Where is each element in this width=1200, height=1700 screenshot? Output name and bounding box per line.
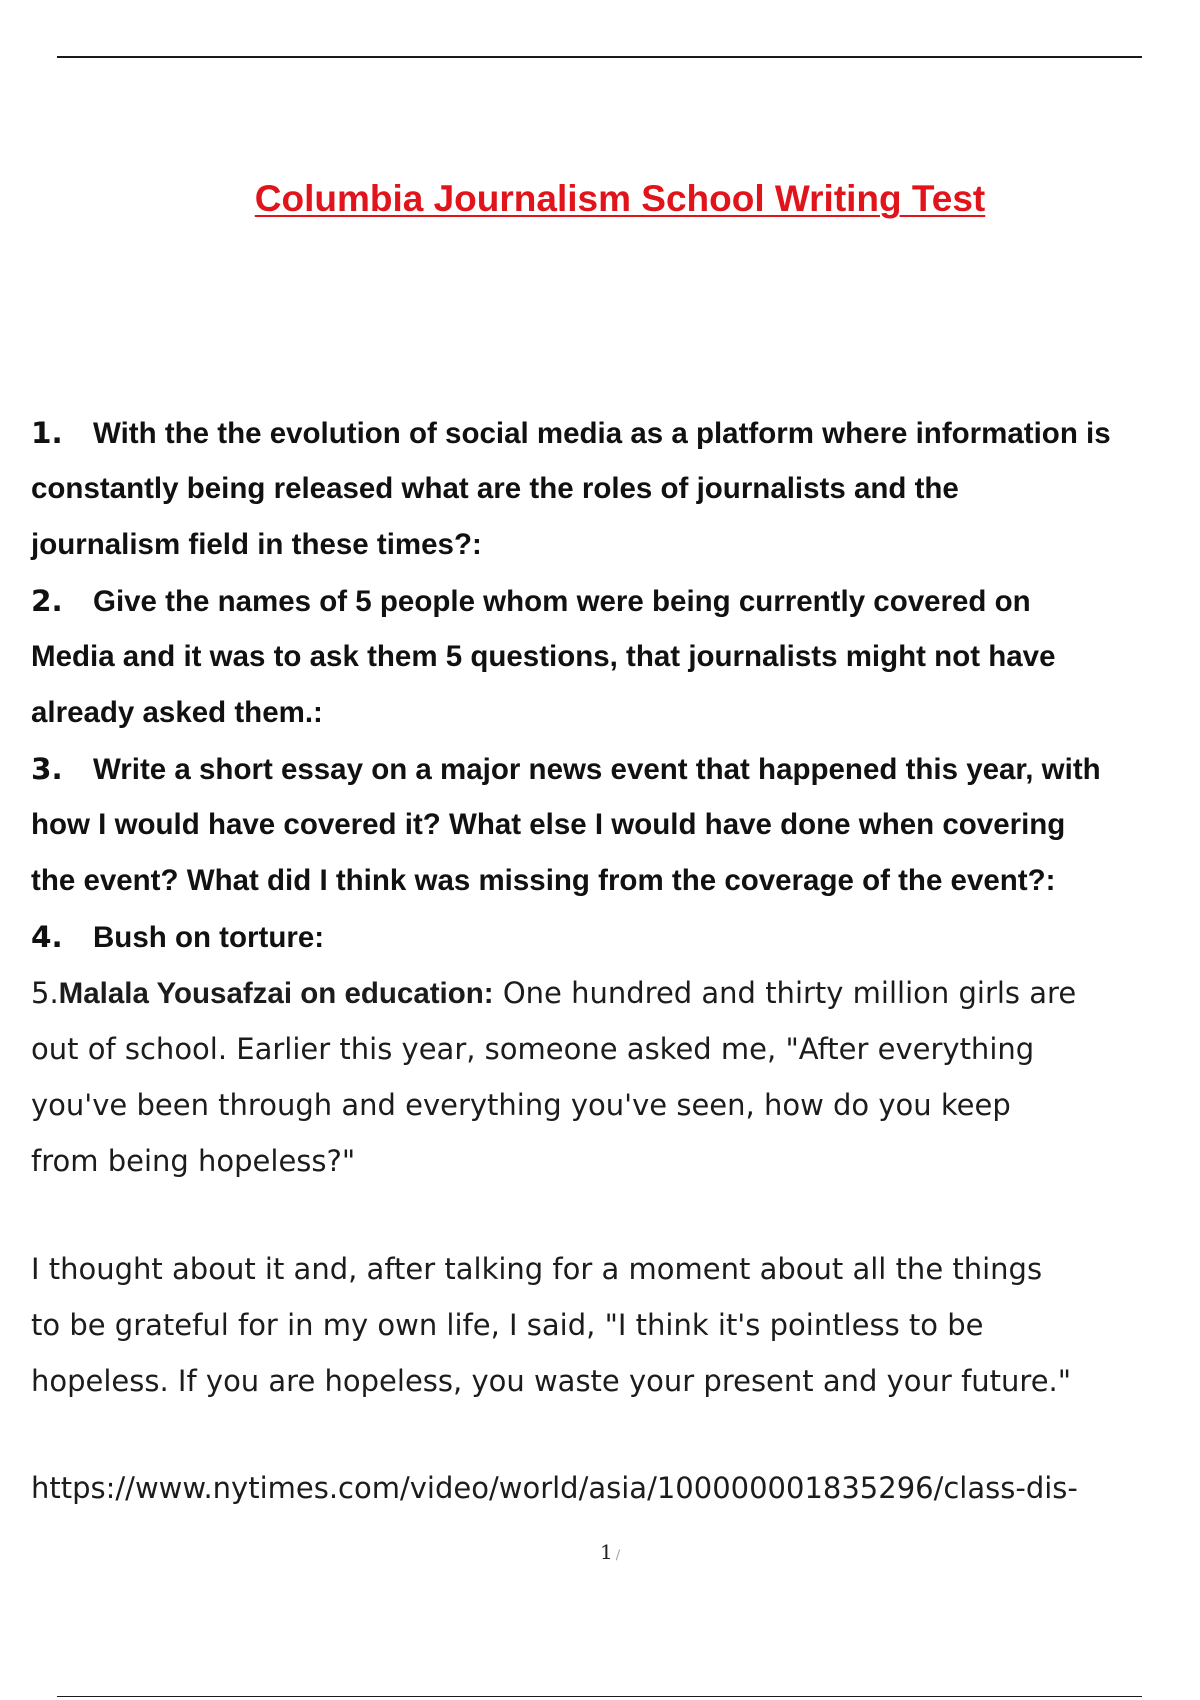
question-1-line-3: journalism field in these times?: [31,528,482,561]
document-title: Columbia Journalism School Writing Test [254,178,986,219]
question-4-line-1: 4. Bush on torture: [31,909,1200,965]
question-3-line-2: how I would have covered it? What else I would have done when covering [31,808,1066,841]
source-url: https://www.nytimes.com/video/world/asia/100000001835296/class-dis- [31,1471,1078,1505]
paragraph-2-line-1: I thought about it and, after talking for a moment about all the things [31,1252,1043,1286]
paragraph-spacer [31,1409,1200,1460]
top-rule [57,56,1142,58]
item-5-line-2: out of school. Earlier this year, someone asked me, "After everything [31,1032,1035,1066]
item-5-line-4: from being hopeless?" [31,1144,356,1178]
question-1-line-1: 1. With the the evolution of social media as a platform where information is [31,405,1200,461]
question-2-line-3: already asked them.: [31,696,323,729]
question-number: 1. [31,416,63,450]
item-5-heading: Malala Yousafzai on education: [58,977,494,1010]
document-body [31,405,1200,1516]
question-number: 2. [31,584,63,618]
bottom-rule [57,1696,1142,1697]
question-1-line-2: constantly being released what are the roles of journalists and the [31,472,959,505]
question-3-line-3: the event? What did I think was missing from the coverage of the event?: [31,864,1056,897]
paragraph-2-line-2: to be grateful for in my own life, I said, "I think it's pointless to be [31,1308,984,1342]
item-5-line-1: 5.Malala Yousafzai on education: One hundred and thirty million girls are [31,976,1077,1010]
question-3-line-1: 3. Write a short essay on a major news event that happened this year, with [31,741,1200,797]
item-5-number: 5. [31,976,59,1010]
page-number: 1 / [600,1540,621,1564]
paragraph-2-line-3: hopeless. If you are hopeless, you waste your present and your future." [31,1364,1072,1398]
question-number: 4. [31,920,63,954]
item-5-line-3: you've been through and everything you've seen, how do you keep [31,1088,1011,1122]
paragraph-spacer [31,1189,1200,1241]
question-2-line-2: Media and it was to ask them 5 questions, that journalists might not have [31,640,1056,673]
question-number: 3. [31,752,63,786]
question-2-line-1: 2. Give the names of 5 people whom were being currently covered on [31,573,1200,629]
